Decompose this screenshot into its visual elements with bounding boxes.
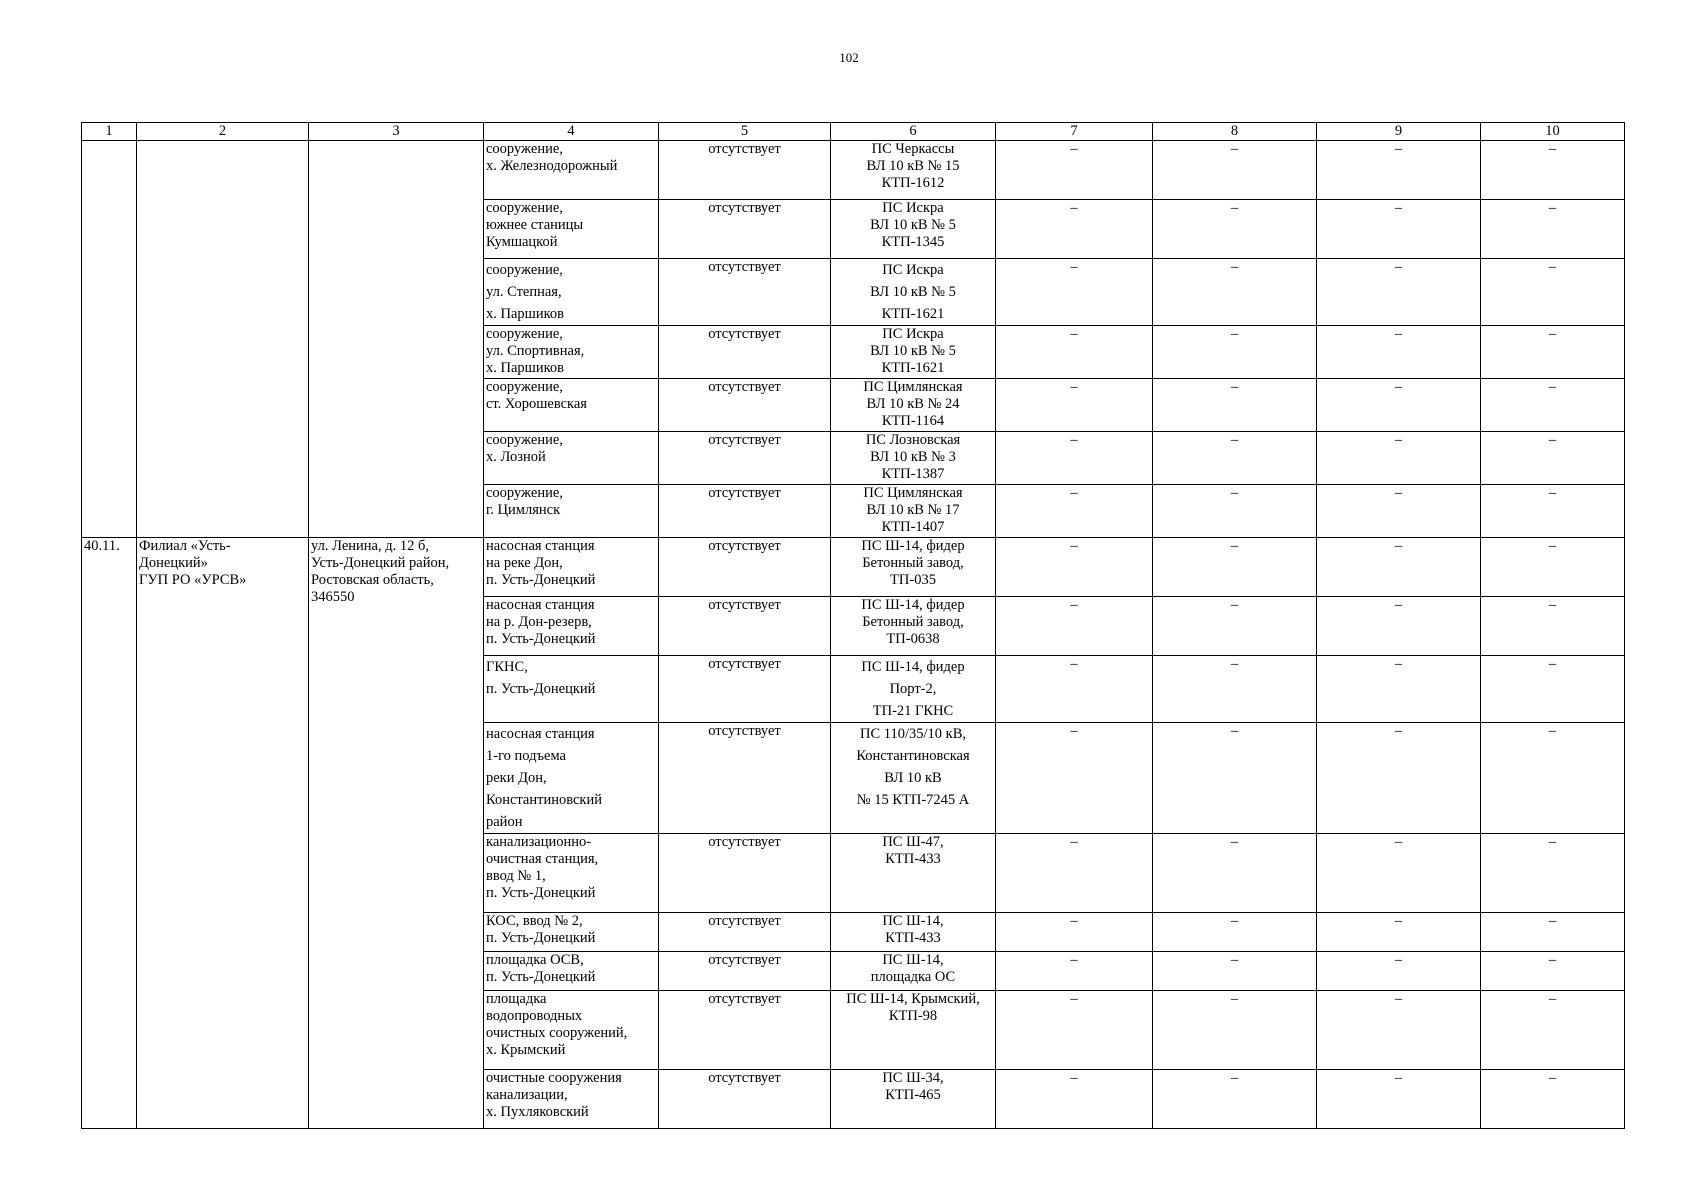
status-cell: отсутствует	[659, 200, 831, 259]
col8-cell: –	[1153, 432, 1317, 485]
status-cell: отсутствует	[659, 656, 831, 723]
col7-cell: –	[996, 656, 1153, 723]
supply-cell: ПС Ш-34, КТП-465	[831, 1070, 996, 1129]
status-cell: отсутствует	[659, 379, 831, 432]
page-number: 102	[839, 50, 859, 65]
col10-cell: –	[1481, 259, 1625, 326]
organization-name: Филиал «Усть- Донецкий» ГУП РО «УРСВ»	[137, 538, 309, 1129]
col7-cell: –	[996, 141, 1153, 200]
col9-cell: –	[1317, 656, 1481, 723]
col10-cell: –	[1481, 326, 1625, 379]
col8-cell: –	[1153, 952, 1317, 991]
status-cell: отсутствует	[659, 1070, 831, 1129]
col9-cell: –	[1317, 200, 1481, 259]
supply-cell: ПС Черкассы ВЛ 10 кВ № 15 КТП-1612	[831, 141, 996, 200]
status-cell: отсутствует	[659, 259, 831, 326]
object-cell: сооружение, ул. Спортивная, х. Паршиков	[484, 326, 659, 379]
col10-cell: –	[1481, 379, 1625, 432]
object-cell: насосная станция 1-го подъема реки Дон, Константиновский район	[484, 723, 659, 834]
col7-cell: –	[996, 485, 1153, 538]
supply-cell: ПС Цимлянская ВЛ 10 кВ № 17 КТП-1407	[831, 485, 996, 538]
table-row	[82, 538, 1625, 597]
object-cell: насосная станция на реке Дон, п. Усть-Донецкий	[484, 538, 659, 597]
col10-cell: –	[1481, 834, 1625, 913]
header-col-10: 10	[1481, 123, 1625, 141]
col7-cell: –	[996, 379, 1153, 432]
header-col-7: 7	[996, 123, 1153, 141]
object-cell: площадка водопроводных очистных сооружений, х. Крымский	[484, 991, 659, 1070]
supply-cell: ПС Ш-14, фидер Бетонный завод, ТП-035	[831, 538, 996, 597]
header-row	[82, 123, 1625, 141]
supply-cell: ПС Ш-47, КТП-433	[831, 834, 996, 913]
col7-cell: –	[996, 1070, 1153, 1129]
col10-cell: –	[1481, 485, 1625, 538]
header-col-4: 4	[484, 123, 659, 141]
supply-cell: ПС 110/35/10 кВ, Константиновская ВЛ 10 кВ № 15 КТП-7245 А	[831, 723, 996, 834]
header-col-6: 6	[831, 123, 996, 141]
col8-cell: –	[1153, 597, 1317, 656]
entry-number: 40.11.	[82, 538, 137, 1129]
col7-cell: –	[996, 432, 1153, 485]
object-cell: сооружение, ул. Степная, х. Паршиков	[484, 259, 659, 326]
object-cell: сооружение, г. Цимлянск	[484, 485, 659, 538]
col7-cell: –	[996, 538, 1153, 597]
object-cell: площадка ОСВ, п. Усть-Донецкий	[484, 952, 659, 991]
status-cell: отсутствует	[659, 432, 831, 485]
object-cell: канализационно- очистная станция, ввод № 1, п. Усть-Донецкий	[484, 834, 659, 913]
status-cell: отсутствует	[659, 913, 831, 952]
col7-cell: –	[996, 834, 1153, 913]
header-col-2: 2	[137, 123, 309, 141]
col10-cell: –	[1481, 991, 1625, 1070]
col9-cell: –	[1317, 597, 1481, 656]
col7-cell: –	[996, 597, 1153, 656]
col9-cell: –	[1317, 1070, 1481, 1129]
supply-cell: ПС Ш-14, фидер Бетонный завод, ТП-0638	[831, 597, 996, 656]
status-cell: отсутствует	[659, 834, 831, 913]
col10-cell: –	[1481, 538, 1625, 597]
col8-cell: –	[1153, 834, 1317, 913]
col9-cell: –	[1317, 141, 1481, 200]
object-cell: сооружение, х. Железнодорожный	[484, 141, 659, 200]
supply-cell: ПС Лозновская ВЛ 10 кВ № 3 КТП-1387	[831, 432, 996, 485]
blank-col1	[82, 141, 137, 538]
supply-cell: ПС Ш-14, КТП-433	[831, 913, 996, 952]
col9-cell: –	[1317, 913, 1481, 952]
status-cell: отсутствует	[659, 485, 831, 538]
col7-cell: –	[996, 200, 1153, 259]
object-cell: сооружение, х. Лозной	[484, 432, 659, 485]
col10-cell: –	[1481, 597, 1625, 656]
blank-col2	[137, 141, 309, 538]
col9-cell: –	[1317, 952, 1481, 991]
col9-cell: –	[1317, 834, 1481, 913]
col8-cell: –	[1153, 538, 1317, 597]
col8-cell: –	[1153, 991, 1317, 1070]
header-col-5: 5	[659, 123, 831, 141]
col10-cell: –	[1481, 656, 1625, 723]
status-cell: отсутствует	[659, 597, 831, 656]
col7-cell: –	[996, 326, 1153, 379]
col8-cell: –	[1153, 913, 1317, 952]
object-cell: сооружение, ст. Хорошевская	[484, 379, 659, 432]
status-cell: отсутствует	[659, 326, 831, 379]
col8-cell: –	[1153, 656, 1317, 723]
col8-cell: –	[1153, 379, 1317, 432]
supply-cell: ПС Искра ВЛ 10 кВ № 5 КТП-1345	[831, 200, 996, 259]
status-cell: отсутствует	[659, 952, 831, 991]
header-col-3: 3	[309, 123, 484, 141]
header-col-9: 9	[1317, 123, 1481, 141]
organization-address: ул. Ленина, д. 12 б, Усть-Донецкий район, Ростовская область, 346550	[309, 538, 484, 1129]
col8-cell: –	[1153, 485, 1317, 538]
status-cell: отсутствует	[659, 991, 831, 1070]
col8-cell: –	[1153, 141, 1317, 200]
supply-cell: ПС Ш-14, фидер Порт-2, ТП-21 ГКНС	[831, 656, 996, 723]
col9-cell: –	[1317, 538, 1481, 597]
object-cell: ГКНС, п. Усть-Донецкий	[484, 656, 659, 723]
col10-cell: –	[1481, 723, 1625, 834]
supply-cell: ПС Цимлянская ВЛ 10 кВ № 24 КТП-1164	[831, 379, 996, 432]
col10-cell: –	[1481, 200, 1625, 259]
supply-cell: ПС Ш-14, Крымский, КТП-98	[831, 991, 996, 1070]
table-row	[82, 141, 1625, 200]
blank-col3	[309, 141, 484, 538]
col9-cell: –	[1317, 326, 1481, 379]
col7-cell: –	[996, 991, 1153, 1070]
status-cell: отсутствует	[659, 538, 831, 597]
status-cell: отсутствует	[659, 723, 831, 834]
header-col-8: 8	[1153, 123, 1317, 141]
header-col-1: 1	[82, 123, 137, 141]
supply-cell: ПС Искра ВЛ 10 кВ № 5 КТП-1621	[831, 259, 996, 326]
col8-cell: –	[1153, 200, 1317, 259]
register-table	[81, 122, 1625, 1129]
col8-cell: –	[1153, 326, 1317, 379]
status-cell: отсутствует	[659, 141, 831, 200]
col7-cell: –	[996, 913, 1153, 952]
col9-cell: –	[1317, 259, 1481, 326]
object-cell: сооружение, южнее станицы Кумшацкой	[484, 200, 659, 259]
col10-cell: –	[1481, 141, 1625, 200]
col7-cell: –	[996, 952, 1153, 991]
object-cell: КОС, ввод № 2, п. Усть-Донецкий	[484, 913, 659, 952]
object-cell: насосная станция на р. Дон-резерв, п. Усть-Донецкий	[484, 597, 659, 656]
col7-cell: –	[996, 259, 1153, 326]
col9-cell: –	[1317, 432, 1481, 485]
col10-cell: –	[1481, 952, 1625, 991]
object-cell: очистные сооружения канализации, х. Пухляковский	[484, 1070, 659, 1129]
col9-cell: –	[1317, 379, 1481, 432]
col9-cell: –	[1317, 991, 1481, 1070]
col8-cell: –	[1153, 259, 1317, 326]
col8-cell: –	[1153, 1070, 1317, 1129]
supply-cell: ПС Ш-14, площадка ОС	[831, 952, 996, 991]
col10-cell: –	[1481, 913, 1625, 952]
col7-cell: –	[996, 723, 1153, 834]
col10-cell: –	[1481, 432, 1625, 485]
col10-cell: –	[1481, 1070, 1625, 1129]
col9-cell: –	[1317, 723, 1481, 834]
supply-cell: ПС Искра ВЛ 10 кВ № 5 КТП-1621	[831, 326, 996, 379]
col8-cell: –	[1153, 723, 1317, 834]
col9-cell: –	[1317, 485, 1481, 538]
